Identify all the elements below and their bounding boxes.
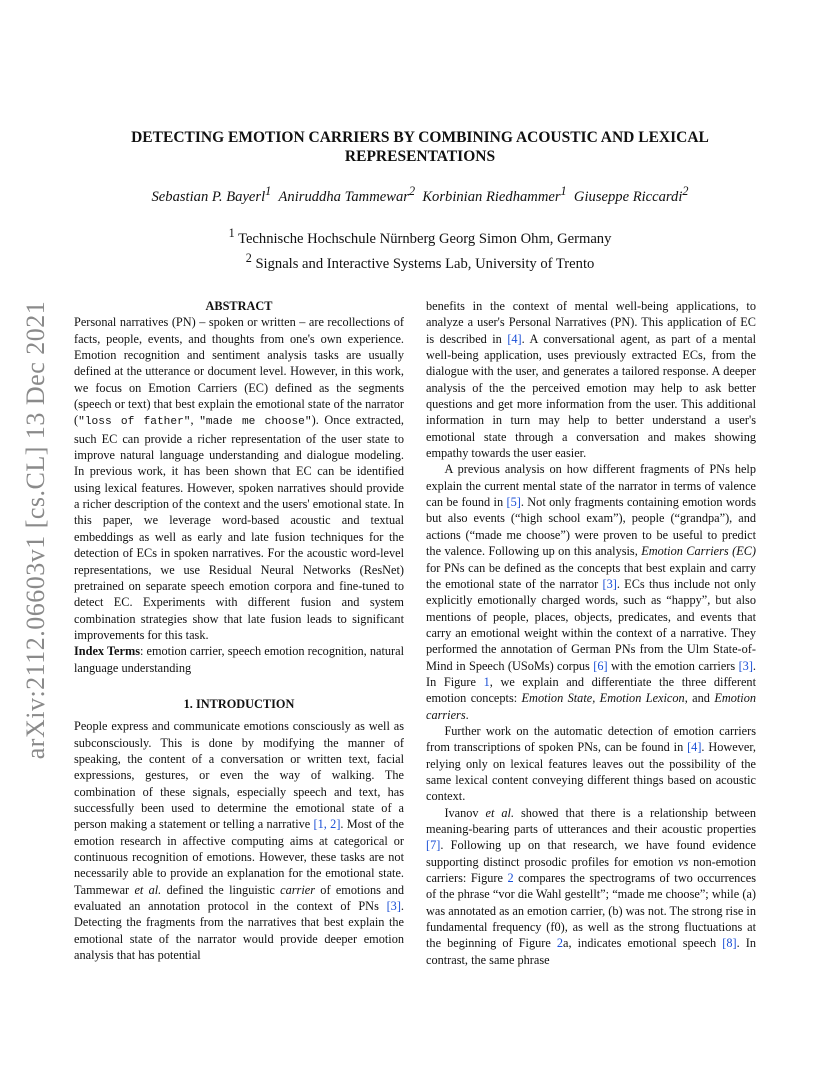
intro-heading: 1. INTRODUCTION	[183, 696, 295, 711]
citation-link[interactable]: [7]	[426, 838, 441, 853]
body-text: showed that there is a relationship between meaning-bearing parts of utterances and their acoustic properties	[426, 805, 756, 836]
intro-paragraph-2	[426, 461, 756, 723]
author-affil-mark: 2	[682, 184, 689, 198]
body-text: . In Figure	[426, 658, 756, 689]
body-italic: Emotion Carriers (EC)	[641, 544, 757, 559]
author-affil-mark: 1	[560, 184, 567, 198]
citation-link[interactable]: [8]	[722, 936, 737, 951]
body-text: . Detecting the fragments from the narratives that best explain the emotional state of the narrator would provide deeper emotion analysis that has potential	[74, 899, 404, 963]
body-text: a, indicates emotional speech	[563, 936, 723, 951]
body-text: non-emotion carriers: Figure	[426, 854, 756, 886]
body-text: . ECs thus include not only explicitly emotionally charged words, such as “happy”, but also mentions of people, places, objects, predicates, and events that carry an emotional weight within the context of a narrative. They performed the annotation of German PNs from the Ulm State-of-Mind in Speech (USoMs) corpus	[426, 576, 757, 673]
body-text: A previous analysis on how different fragments of PNs help explain the current mental state of the narrator in terms of valence can be found in	[426, 462, 756, 510]
citation-link[interactable]: [4]	[687, 740, 702, 755]
abstract-heading: ABSTRACT	[205, 299, 273, 313]
body-text: . Not only fragments containing emotion words but also events (“high school exam”), people (“grandpa”), and actions (“made me choose”) were proven to be useful to predict the valence. Following up on this analysis,	[426, 495, 756, 559]
affil-text: Technische Hochschule Nürnberg Georg Simon Ohm, Germany	[238, 230, 612, 247]
body-text: Ivanov	[444, 805, 486, 820]
index-terms	[74, 643, 404, 676]
citation-link[interactable]: [3]	[738, 658, 753, 673]
affil-text: Signals and Interactive Systems Lab, University of Trento	[255, 255, 595, 272]
intro-paragraph-3	[426, 723, 756, 805]
body-text: Further work on the automatic detection of emotion carriers from transcriptions of spoken PNs, can be found in	[426, 723, 756, 755]
body-italic: vs	[678, 854, 689, 869]
paper-title-line-2: REPRESENTATIONS	[344, 148, 496, 165]
body-italic: et al.	[134, 882, 162, 897]
intro-paragraph-1	[74, 718, 404, 963]
author-name: Korbinian Riedhammer	[422, 188, 561, 205]
author-name: Giuseppe Riccardi	[573, 188, 683, 205]
affiliation-2	[100, 249, 740, 274]
citation-link[interactable]: [6]	[593, 658, 608, 673]
body-text: . Following up on that research, we have found evidence supporting distinct prosodic profiles for emotion	[426, 838, 756, 869]
intro-paragraph-1-cont	[426, 298, 756, 461]
figure-link[interactable]: 2	[556, 936, 564, 951]
citation-link[interactable]: [4]	[507, 331, 522, 346]
body-italic: carrier	[280, 882, 315, 897]
index-terms-text: : emotion carrier, speech emotion recognition, natural language understanding	[74, 644, 404, 675]
body-text: . A conversational agent, as part of a mental well-being application, uses previously extracted ECs, from the dialogue with the user, and generates a tailored response. A deeper analysis of the the perceived emotion may help to ask better questions and get more information from the user. This additional information in turn may help to better understand a user's emotional state through a conversation and makes showing empathy towards the user easier.	[426, 331, 756, 461]
intro-paragraph-4	[426, 805, 756, 968]
abstract-text: Personal narratives (PN) – spoken or written – are recollections of facts, people, events, and thoughts from one's own experience. Emotion recognition and sentiment analysis tasks are usually defined at the utterance or document level. However, in this work, we focus on Emotion Carriers (EC) defined as the segments (speech or text) that best explain the emotional state of the narrator (	[74, 315, 404, 428]
author-list	[80, 184, 760, 206]
body-italic: Emotion State, Emotion Lexicon	[521, 691, 685, 706]
body-italic: et al.	[485, 805, 515, 820]
abstract-text: ). Once extracted, such EC can provide a richer representation of the user state to improve natural language understanding and dialogue modeling. In previous work, it has been shown that EC can be identified using lexical features. However, spoken narratives should provide a richer description of the context and the users' emotional state. In this paper, we leverage word-based acoustic and textual embeddings as well as early and late fusion techniques for the detection of ECs in spoken narratives. For the acoustic word-level representations, we use Residual Neural Networks (ResNet) pretrained on separate speech emotion corpora and fine-tuned to detect EC. Experiments with different fusion and system combination strategies show that late fusion leads to significant improvements for this task.	[74, 413, 404, 642]
body-text: , we explain and differentiate the three different emotion concepts:	[426, 674, 756, 706]
body-italic: Emotion carriers	[426, 691, 756, 722]
body-text: for PNs can be defined as the concepts that best explain and carry the emotional state of the narrator	[426, 560, 756, 591]
figure-link[interactable]: 1	[483, 674, 490, 689]
affiliations	[100, 224, 740, 274]
citation-link[interactable]: [1, 2]	[313, 817, 341, 832]
body-text: compares the spectrograms of two occurrences of the phrase “vor die Wahl gestellt”; “made me choose”; while (a) was annotated as an emotion carrier, (b) was not. The strong rise in fundamental frequency (f0), as well as the strong fluctuations at the beginning of Figure	[426, 871, 757, 951]
body-text: . Most of the emotion research in affective computing aims at categorical or continuous recognition of emotions. However, these tasks are not necessarily able to provide an explanation for the emotional state. Tammewar	[74, 817, 404, 897]
author-name: Sebastian P. Bayerl	[151, 188, 266, 205]
ec-example-2: "made me choose"	[199, 416, 312, 429]
body-text: .	[465, 707, 469, 722]
body-text: benefits in the context of mental well-being applications, to analyze a user's Personal Narratives (PN). This application of EC is described in	[426, 299, 756, 346]
figure-link[interactable]: 2	[507, 871, 514, 886]
author-name: Aniruddha Tammewar	[278, 188, 409, 205]
abstract-text: ,	[190, 413, 200, 428]
arxiv-identifier	[16, 295, 56, 765]
body-text: of emotions and evaluated an annotation protocol in the context of PNs	[74, 882, 404, 914]
body-text: . However, relying only on lexical features leaves out the possibility of the same lexical content conveying different things based on acoustic context.	[426, 740, 756, 804]
affil-mark: 1	[228, 226, 235, 240]
paper-title-line-1: DETECTING EMOTION CARRIERS BY COMBINING ACOUSTIC AND LEXICAL	[131, 129, 709, 146]
author-affil-mark: 1	[265, 184, 272, 198]
arxiv-identifier-text: arXiv:2112.06603v1 [cs.CL] 13 Dec 2021	[21, 300, 50, 760]
citation-link[interactable]: [5]	[506, 495, 521, 510]
affiliation-1	[100, 224, 740, 249]
body-text: , and	[684, 691, 715, 706]
citation-link[interactable]: [3]	[602, 576, 617, 591]
affil-mark: 2	[245, 250, 252, 265]
ec-example-1: "loss of father"	[78, 416, 191, 429]
right-column	[426, 298, 756, 968]
abstract-body	[74, 314, 404, 643]
body-text: with the emotion carriers	[607, 658, 739, 673]
index-terms-label: Index Terms	[74, 644, 140, 659]
author-affil-mark: 2	[408, 184, 416, 198]
left-column	[74, 298, 404, 963]
citation-link[interactable]: [3]	[386, 899, 401, 914]
body-text: defined the linguistic	[161, 882, 281, 897]
body-text: People express and communicate emotions consciously as well as subconsciously. This is done by modifying the manner of speaking, the content of a conversation or written text, facial expressions, gestures, or even the way of walking. The combination of these signals, especially speech and text, has successfully been used to determine the emotional state of a person making a statement or telling a narrative	[74, 719, 404, 832]
body-text: . In contrast, the same phrase	[426, 936, 756, 967]
paper-title	[90, 128, 750, 166]
